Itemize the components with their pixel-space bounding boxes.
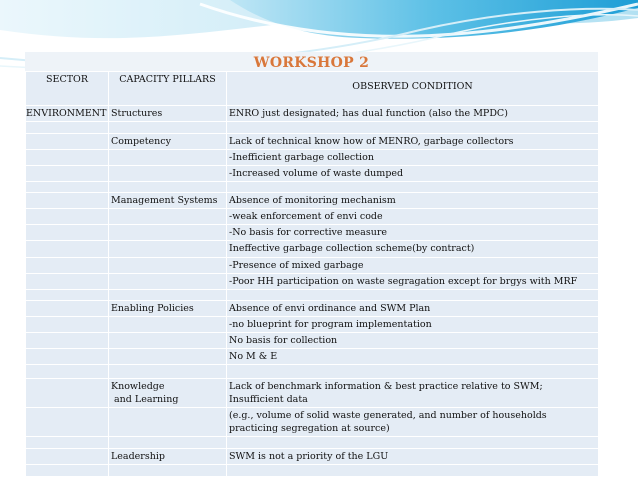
pillar-cell bbox=[109, 122, 227, 134]
observed-condition-cell: Ineffective garbage collection scheme(by contract) bbox=[227, 241, 599, 258]
sector-cell: ENVIRONMENT bbox=[26, 106, 109, 122]
observed-condition-cell: Absence of envi ordinance and SWM Plan bbox=[227, 301, 599, 317]
pillar-cell bbox=[109, 241, 227, 258]
sector-cell bbox=[26, 290, 109, 301]
observed-condition-cell bbox=[227, 437, 599, 449]
observed-condition-cell: No M & E bbox=[227, 349, 599, 365]
table-row bbox=[26, 106, 599, 122]
table-row bbox=[26, 333, 599, 349]
table-row bbox=[26, 301, 599, 317]
pillar-cell bbox=[109, 465, 227, 477]
table-row bbox=[26, 290, 599, 301]
pillar-cell bbox=[109, 408, 227, 437]
observed-condition-cell bbox=[227, 465, 599, 477]
sector-cell bbox=[26, 379, 109, 408]
pillar-cell: Enabling Policies bbox=[109, 301, 227, 317]
table-row bbox=[26, 193, 599, 209]
observed-condition-cell bbox=[227, 182, 599, 193]
sector-cell bbox=[26, 150, 109, 166]
sector-cell bbox=[26, 258, 109, 274]
observed-condition-cell bbox=[227, 122, 599, 134]
pillar-cell bbox=[109, 317, 227, 333]
observed-condition-cell: -Increased volume of waste dumped bbox=[227, 166, 599, 182]
table-row bbox=[26, 437, 599, 449]
sector-cell bbox=[26, 437, 109, 449]
sector-cell bbox=[26, 317, 109, 333]
table-row bbox=[26, 182, 599, 193]
table-row bbox=[26, 317, 599, 333]
table-row bbox=[26, 465, 599, 477]
observed-condition-cell: SWM is not a priority of the LGU bbox=[227, 449, 599, 465]
slide-title: WORKSHOP 2 bbox=[253, 55, 370, 71]
pillar-cell bbox=[109, 274, 227, 290]
pillar-cell bbox=[109, 182, 227, 193]
sector-cell bbox=[26, 301, 109, 317]
header-capacity-pillars: CAPACITY PILLARS bbox=[109, 72, 227, 106]
pillar-cell bbox=[109, 333, 227, 349]
observed-condition-cell: -Inefficient garbage collection bbox=[227, 150, 599, 166]
sector-cell bbox=[26, 365, 109, 379]
observed-condition-cell bbox=[227, 365, 599, 379]
table-row bbox=[26, 349, 599, 365]
observed-condition-cell: -Presence of mixed garbage bbox=[227, 258, 599, 274]
observed-condition-cell bbox=[227, 290, 599, 301]
pillar-cell bbox=[109, 150, 227, 166]
sector-cell bbox=[26, 408, 109, 437]
observed-condition-cell: -no blueprint for program implementation bbox=[227, 317, 599, 333]
pillar-cell: Leadership bbox=[109, 449, 227, 465]
observed-condition-cell: Lack of benchmark information & best practice relative to SWM; Insufficient data bbox=[227, 379, 599, 408]
pillar-cell bbox=[109, 258, 227, 274]
capacity-table bbox=[25, 71, 599, 477]
sector-cell bbox=[26, 333, 109, 349]
observed-condition-cell: -Poor HH participation on waste segragation except for brgys with MRF bbox=[227, 274, 599, 290]
table-row bbox=[26, 122, 599, 134]
pillar-cell: Competency bbox=[109, 134, 227, 150]
table-row bbox=[26, 408, 599, 437]
table-row bbox=[26, 449, 599, 465]
table-row bbox=[26, 209, 599, 225]
pillar-cell bbox=[109, 290, 227, 301]
observed-condition-cell: -No basis for corrective measure bbox=[227, 225, 599, 241]
observed-condition-cell: (e.g., volume of solid waste generated, and number of households practicing segregation at source) bbox=[227, 408, 599, 437]
pillar-cell bbox=[109, 166, 227, 182]
observed-condition-cell: Absence of monitoring mechanism bbox=[227, 193, 599, 209]
pillar-cell bbox=[109, 209, 227, 225]
sector-cell bbox=[26, 193, 109, 209]
table-row bbox=[26, 166, 599, 182]
sector-cell bbox=[26, 166, 109, 182]
sector-cell bbox=[26, 122, 109, 134]
pillar-cell bbox=[109, 437, 227, 449]
sector-cell bbox=[26, 134, 109, 150]
observed-condition-cell: ENRO just designated; has dual function (also the MPDC) bbox=[227, 106, 599, 122]
pillar-cell bbox=[109, 349, 227, 365]
pillar-cell: Knowledge and Learning bbox=[109, 379, 227, 408]
header-observed-condition: OBSERVED CONDITION bbox=[227, 72, 599, 106]
table-row bbox=[26, 274, 599, 290]
table-row bbox=[26, 225, 599, 241]
pillar-cell: Management Systems bbox=[109, 193, 227, 209]
sector-cell bbox=[26, 225, 109, 241]
table-header-row bbox=[26, 72, 599, 106]
pillar-cell bbox=[109, 225, 227, 241]
pillar-cell: Structures bbox=[109, 106, 227, 122]
table-row bbox=[26, 134, 599, 150]
table-row bbox=[26, 150, 599, 166]
sector-cell bbox=[26, 449, 109, 465]
table-row bbox=[26, 379, 599, 408]
sector-cell bbox=[26, 465, 109, 477]
observed-condition-cell: -weak enforcement of envi code bbox=[227, 209, 599, 225]
header-sector: SECTOR bbox=[26, 72, 109, 106]
sector-cell bbox=[26, 241, 109, 258]
table-row bbox=[26, 241, 599, 258]
table-row bbox=[26, 365, 599, 379]
sector-cell bbox=[26, 182, 109, 193]
pillar-cell bbox=[109, 365, 227, 379]
sector-cell bbox=[26, 349, 109, 365]
sector-cell bbox=[26, 209, 109, 225]
sector-cell bbox=[26, 274, 109, 290]
table-row bbox=[26, 258, 599, 274]
observed-condition-cell: Lack of technical know how of MENRO, garbage collectors bbox=[227, 134, 599, 150]
observed-condition-cell: No basis for collection bbox=[227, 333, 599, 349]
